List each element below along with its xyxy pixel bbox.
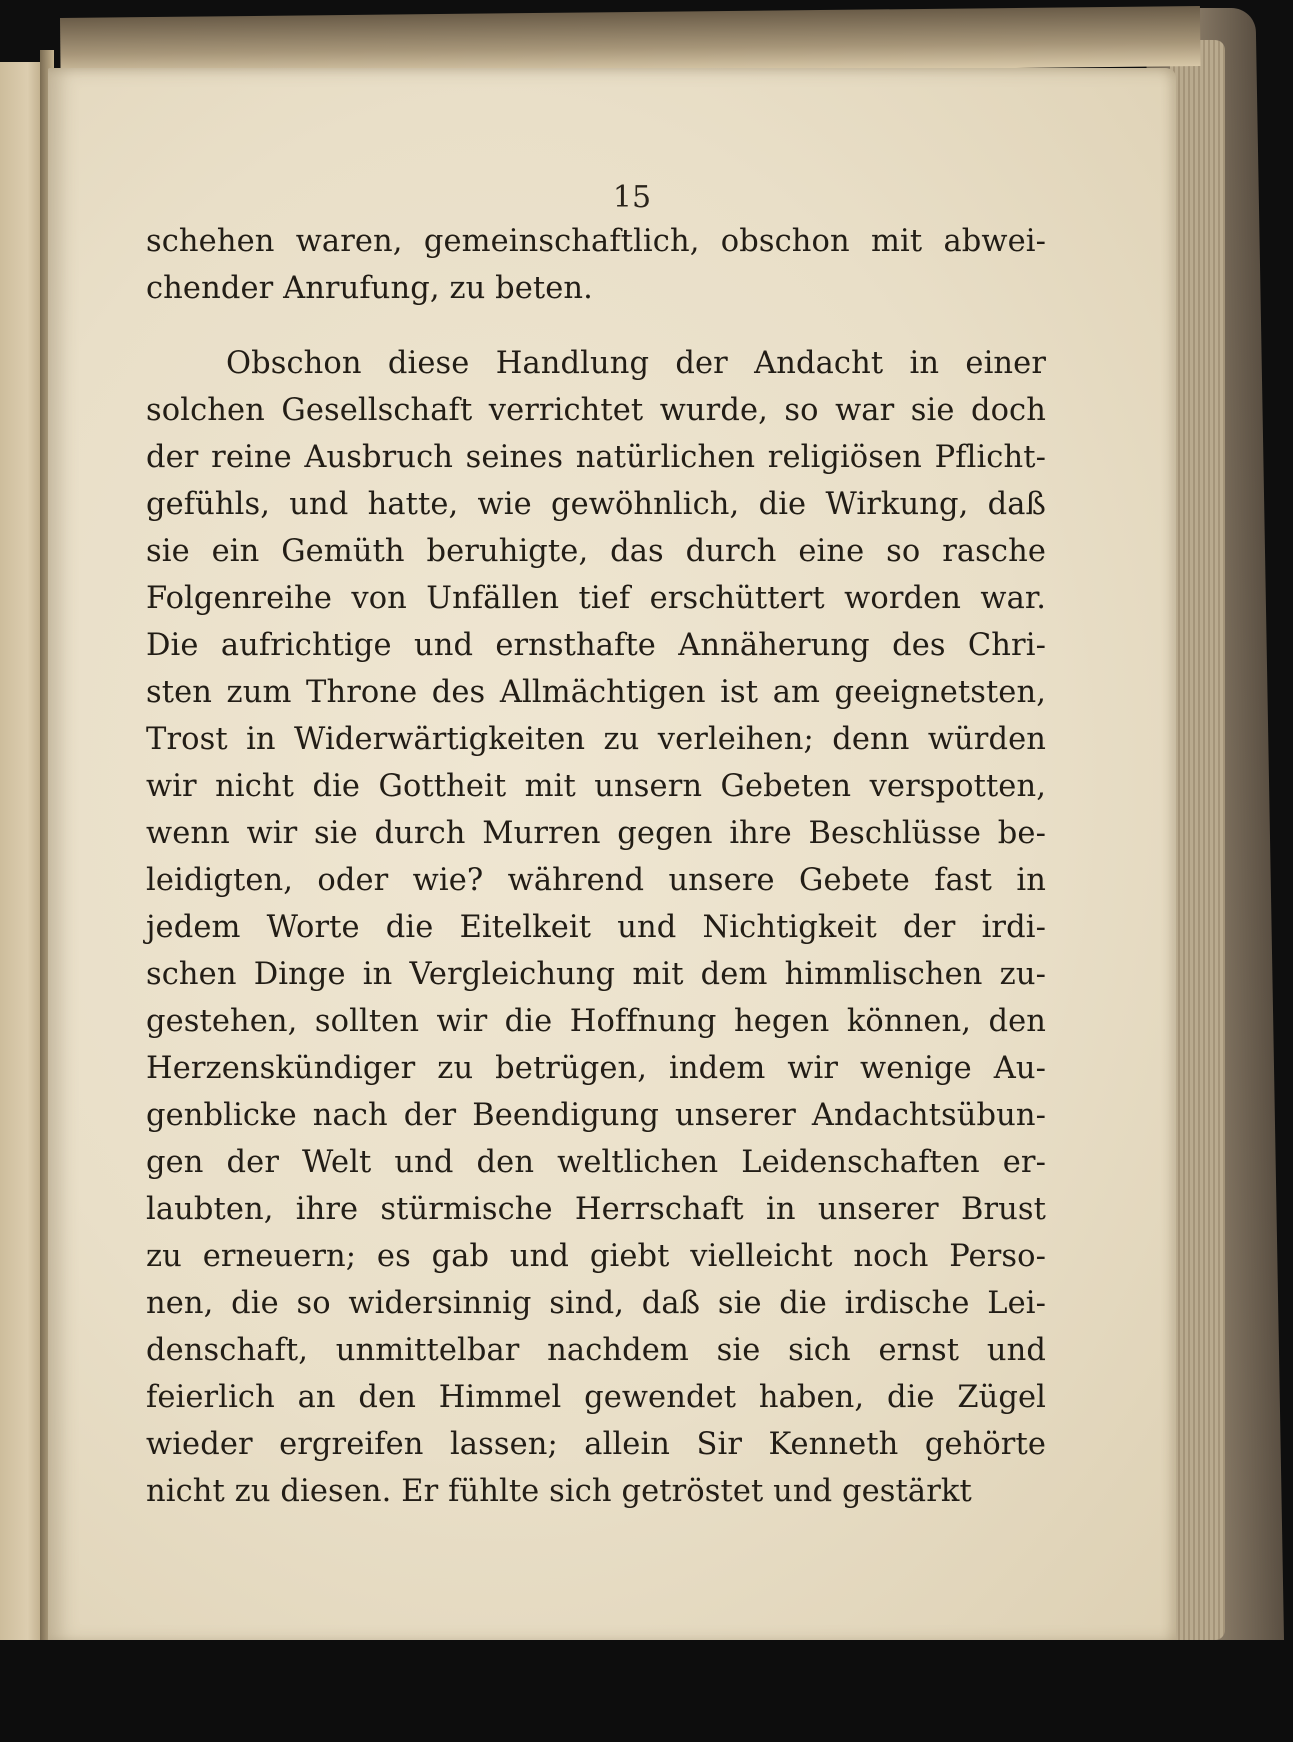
- text-line: Die aufrichtige und ernsthafte Annäherung des Chri-: [146, 628, 1046, 663]
- bottom-margin: [0, 1640, 1293, 1742]
- text-line: gefühls, und hatte, wie gewöhnlich, die Wirkung, daß: [146, 487, 1046, 522]
- text-line: Trost in Widerwärtigkeiten zu verleihen; denn würden: [146, 722, 1046, 757]
- text-line: gestehen, sollten wir die Hoffnung hegen können, den: [146, 1004, 1046, 1039]
- text-line: Obschon diese Handlung der Andacht in einer: [226, 346, 1046, 381]
- text-line: jedem Worte die Eitelkeit und Nichtigkeit der irdi-: [146, 910, 1046, 945]
- page-stack-edge: [1170, 40, 1225, 1640]
- paragraph-2: [146, 340, 1046, 1515]
- text-line: chender Anrufung, zu beten.: [146, 271, 593, 306]
- text-line: genblicke nach der Beendigung unserer Andachtsübun-: [146, 1098, 1046, 1133]
- text-line: wieder ergreifen lassen; allein Sir Kenneth gehörte: [146, 1427, 1046, 1462]
- paragraph-1: [146, 218, 1046, 312]
- text-line: sten zum Throne des Allmächtigen ist am geeignetsten,: [146, 675, 1046, 710]
- text-line: laubten, ihre stürmische Herrschaft in unserer Brust: [146, 1192, 1046, 1227]
- text-line: nen, die so widersinnig sind, daß sie die irdische Lei-: [146, 1286, 1046, 1321]
- text-line: solchen Gesellschaft verrichtet wurde, so war sie doch: [146, 393, 1046, 428]
- text-line: leidigten, oder wie? während unsere Gebete fast in: [146, 863, 1046, 898]
- page-text: [146, 218, 1046, 1515]
- text-line: nicht zu diesen. Er fühlte sich getröstet und gestärkt: [146, 1474, 972, 1509]
- text-line: der reine Ausbruch seines natürlichen religiösen Pflicht-: [146, 440, 1046, 475]
- text-line: sie ein Gemüth beruhigte, das durch eine so rasche: [146, 534, 1046, 569]
- text-line: Herzenskündiger zu betrügen, indem wir wenige Au-: [146, 1051, 1046, 1086]
- text-line: denschaft, unmittelbar nachdem sie sich ernst und: [146, 1333, 1046, 1368]
- text-line: schen Dinge in Vergleichung mit dem himmlischen zu-: [146, 957, 1046, 992]
- text-line: gen der Welt und den weltlichen Leidenschaften er-: [146, 1145, 1046, 1180]
- text-line: zu erneuern; es gab und giebt vielleicht noch Perso-: [146, 1239, 1046, 1274]
- text-line: Folgenreihe von Unfällen tief erschüttert worden war.: [146, 581, 1046, 616]
- text-line: feierlich an den Himmel gewendet haben, die Zügel: [146, 1380, 1046, 1415]
- text-line: schehen waren, gemeinschaftlich, obschon mit abwei-: [146, 224, 1046, 259]
- book-page: [48, 68, 1176, 1644]
- text-line: wir nicht die Gottheit mit unsern Gebeten verspotten,: [146, 769, 1046, 804]
- text-line: wenn wir sie durch Murren gegen ihre Beschlüsse be-: [146, 816, 1046, 851]
- page-number: 15: [612, 180, 652, 215]
